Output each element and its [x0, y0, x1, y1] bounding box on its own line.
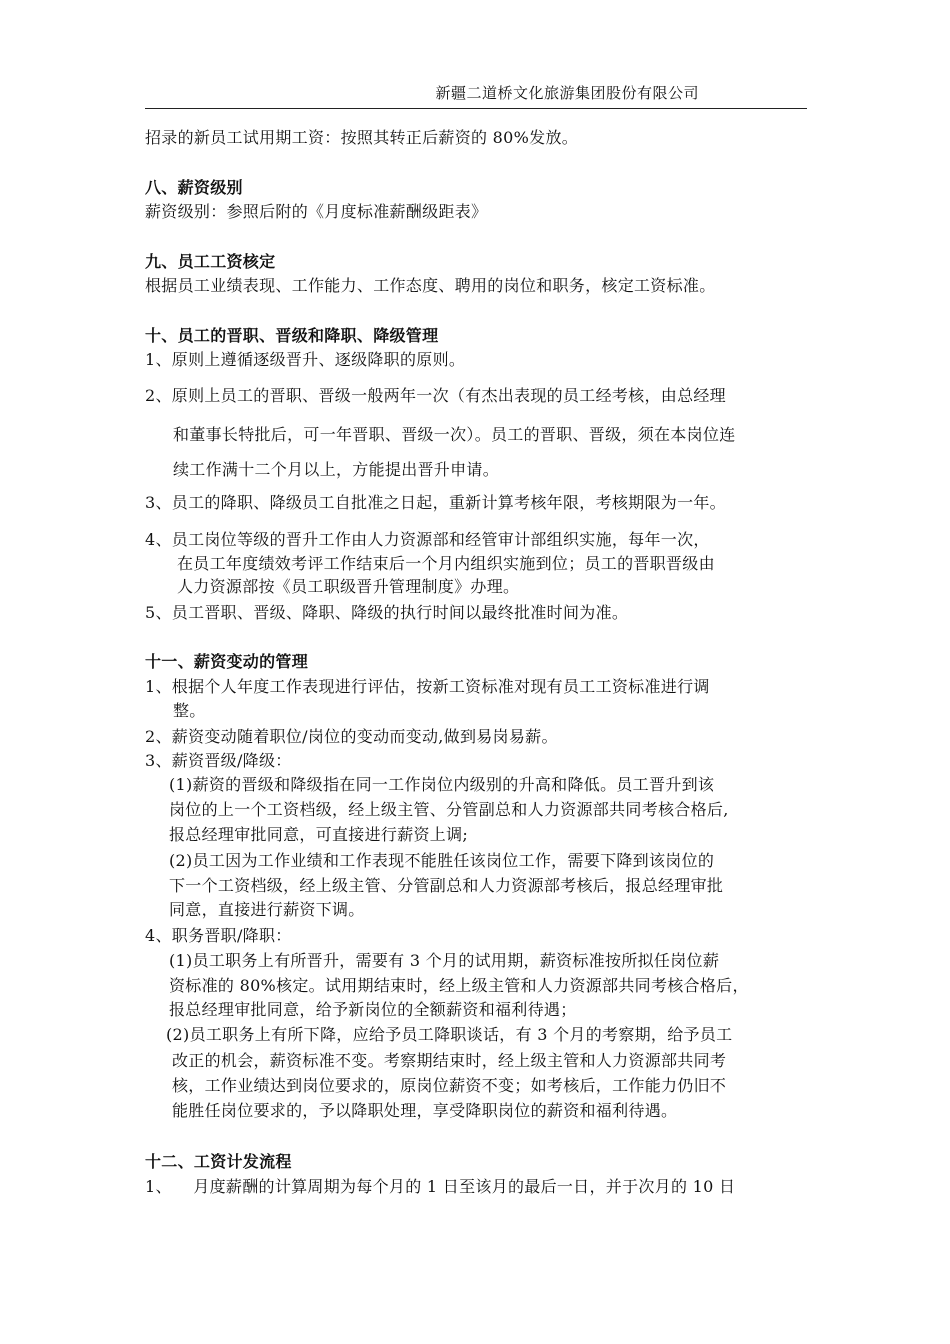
list-item: 1、 月度薪酬的计算周期为每个月的 1 日至该月的最后一日，并于次月的 10 日	[145, 1177, 736, 1196]
paragraph-line: 招录的新员工试用期工资：按照其转正后薪资的 80%发放。	[145, 128, 579, 147]
list-item: 2、薪资变动随着职位/岗位的变动而变动,做到易岗易薪。	[145, 727, 558, 746]
sub-item-continuation: 核，工作业绩达到岗位要求的，原岗位薪资不变；如考核后，工作能力仍旧不	[172, 1076, 727, 1095]
list-item-continuation: 人力资源部按《员工职级晋升管理制度》办理。	[177, 577, 520, 596]
list-item: 5、员工晋职、晋级、降职、降级的执行时间以最终批准时间为准。	[145, 603, 629, 622]
paragraph-line: 根据员工业绩表现、工作能力、工作态度、聘用的岗位和职务，核定工资标准。	[145, 276, 716, 295]
sub-item: (1)员工职务上有所晋升，需要有 3 个月的试用期，薪资标准按所拟任岗位薪	[169, 951, 720, 970]
list-item: 3、员工的降职、降级员工自批准之日起，重新计算考核年限，考核期限为一年。	[145, 493, 726, 512]
list-item: 4、职务晋职/降职：	[145, 926, 292, 945]
section-heading: 十二、工资计发流程	[145, 1152, 292, 1171]
sub-item-continuation: 能胜任岗位要求的，予以降职处理，享受降职岗位的薪资和福利待遇。	[172, 1101, 678, 1120]
list-item-continuation: 整。	[173, 701, 206, 720]
sub-item-continuation: 报总经理审批同意，可直接进行薪资上调;	[169, 825, 469, 844]
sub-item-continuation: 同意，直接进行薪资下调。	[169, 900, 365, 919]
sub-item-continuation: 改正的机会，薪资标准不变。考察期结束时，经上级主管和人力资源部共同考	[172, 1051, 727, 1070]
sub-item-continuation: 岗位的上一个工资档级，经上级主管、分管副总和人力资源部共同考核合格后,	[169, 800, 729, 819]
sub-item: (2)员工因为工作业绩和工作表现不能胜任该岗位工作，需要下降到该岗位的	[169, 851, 715, 870]
list-item: 3、薪资晋级/降级：	[145, 751, 292, 770]
section-heading: 十、员工的晋职、晋级和降职、降级管理	[145, 326, 439, 345]
list-item: 1、原则上遵循逐级晋升、逐级降职的原则。	[145, 350, 466, 369]
sub-item-continuation: 下一个工资档级，经上级主管、分管副总和人力资源部考核后，报总经理审批	[169, 876, 724, 895]
list-item: 2、原则上员工的晋职、晋级一般两年一次（有杰出表现的员工经考核，由总经理	[145, 386, 726, 405]
section-heading: 八、薪资级别	[145, 178, 243, 197]
list-item: 1、根据个人年度工作表现进行评估，按新工资标准对现有员工工资标准进行调	[145, 677, 710, 696]
section-heading: 十一、薪资变动的管理	[145, 652, 309, 671]
section-heading: 九、员工工资核定	[145, 252, 276, 271]
paragraph-line: 薪资级别：参照后附的《月度标准薪酬级距表》	[145, 202, 488, 221]
sub-item: (2)员工职务上有所下降，应给予员工降职谈话，有 3 个月的考察期，给予员工	[166, 1025, 733, 1044]
sub-item: (1)薪资的晋级和降级指在同一工作岗位内级别的升高和降低。员工晋升到该	[169, 775, 715, 794]
sub-item-continuation: 报总经理审批同意，给予新岗位的全额薪资和福利待遇；	[169, 1000, 577, 1019]
list-item-continuation: 和董事长特批后，可一年晋职、晋级一次）。员工的晋职、晋级，须在本岗位连	[173, 425, 736, 444]
page-header	[145, 80, 807, 109]
list-item: 4、员工岗位等级的晋升工作由人力资源部和经管审计部组织实施，每年一次，	[145, 530, 710, 549]
list-item-continuation: 在员工年度绩效考评工作结束后一个月内组织实施到位；员工的晋职晋级由	[177, 554, 715, 573]
list-item-continuation: 续工作满十二个月以上，方能提出晋升申请。	[173, 460, 500, 479]
sub-item-continuation: 资标准的 80%核定。试用期结束时，经上级主管和人力资源部共同考核合格后，	[169, 976, 749, 995]
header-company-name: 新疆二道桥文化旅游集团股份有限公司	[435, 84, 699, 102]
